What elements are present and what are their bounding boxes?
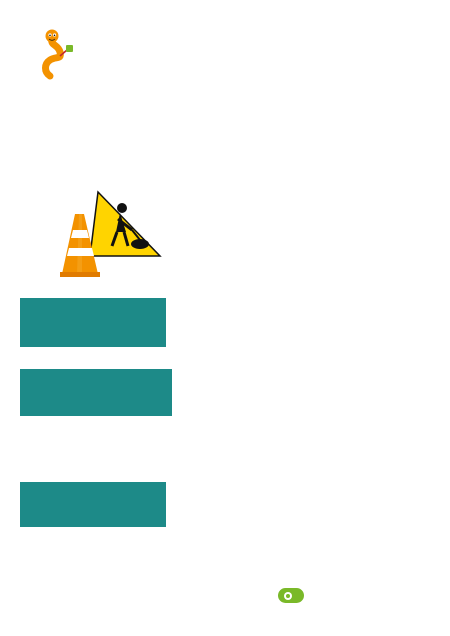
band-savigny — [20, 482, 166, 527]
band-vulaines — [20, 369, 172, 416]
roadworks-icon — [60, 186, 170, 281]
worm-icon — [46, 30, 74, 77]
band-text — [20, 485, 166, 487]
band-text — [20, 301, 166, 303]
phone-icon — [284, 592, 292, 600]
band-ecuelles — [20, 298, 166, 347]
numero-vert-badge — [278, 588, 304, 603]
phone-contact[interactable] — [278, 588, 310, 603]
qr-code[interactable] — [185, 540, 269, 624]
day-headers — [284, 206, 426, 282]
band-text — [20, 372, 172, 374]
smitom-lombric-logo — [14, 14, 96, 94]
